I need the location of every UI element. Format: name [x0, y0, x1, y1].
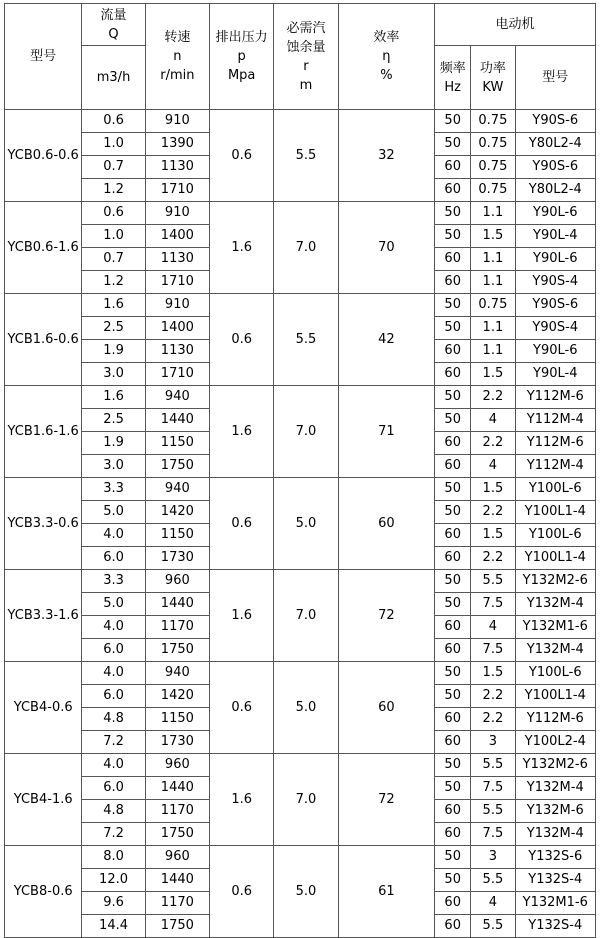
- power-cell: 0.75: [471, 294, 515, 317]
- motor-model-cell: Y100L2-4: [515, 731, 596, 754]
- flow-cell: 4.8: [82, 800, 145, 823]
- motor-model-cell: Y112M-6: [515, 708, 596, 731]
- pump-model-cell: YCB3.3-1.6: [5, 570, 82, 662]
- power-cell: 0.75: [471, 156, 515, 179]
- flow-cell: 1.9: [82, 432, 145, 455]
- pump-model-cell: YCB8-0.6: [5, 846, 82, 938]
- header-pressure-symbol: p: [237, 49, 246, 64]
- speed-cell: 1150: [145, 432, 209, 455]
- flow-cell: 2.5: [82, 317, 145, 340]
- speed-cell: 1750: [145, 915, 209, 938]
- power-cell: 4: [471, 892, 515, 915]
- power-cell: 3: [471, 731, 515, 754]
- frequency-cell: 60: [435, 363, 471, 386]
- header-pressure: [210, 4, 274, 110]
- header-power-unit: KW: [482, 79, 504, 95]
- pump-model-cell: YCB3.3-0.6: [5, 478, 82, 570]
- header-speed: [145, 4, 209, 110]
- frequency-cell: 50: [435, 846, 471, 869]
- speed-cell: 1130: [145, 156, 209, 179]
- speed-cell: 940: [145, 386, 209, 409]
- header-freq-name: 频率: [439, 60, 466, 76]
- table-row: [5, 110, 596, 133]
- motor-model-cell: Y90L-6: [515, 202, 596, 225]
- pressure-cell: 1.6: [210, 754, 274, 846]
- speed-cell: 1420: [145, 501, 209, 524]
- motor-model-cell: Y80L2-4: [515, 133, 596, 156]
- header-flow-name: 流量: [100, 7, 127, 23]
- power-cell: 1.1: [471, 317, 515, 340]
- pressure-cell: 0.6: [210, 846, 274, 938]
- power-cell: 2.2: [471, 501, 515, 524]
- flow-cell: 7.2: [82, 823, 145, 846]
- pressure-cell: 1.6: [210, 570, 274, 662]
- npsh-cell: 7.0: [274, 754, 338, 846]
- header-speed-symbol: n: [173, 49, 182, 64]
- frequency-cell: 50: [435, 133, 471, 156]
- power-cell: 7.5: [471, 777, 515, 800]
- flow-cell: 4.0: [82, 616, 145, 639]
- speed-cell: 1130: [145, 248, 209, 271]
- motor-model-cell: Y80L2-4: [515, 179, 596, 202]
- flow-cell: 4.0: [82, 754, 145, 777]
- frequency-cell: 50: [435, 777, 471, 800]
- table-row: [5, 386, 596, 409]
- motor-model-cell: Y90L-6: [515, 340, 596, 363]
- frequency-cell: 50: [435, 386, 471, 409]
- flow-cell: 3.0: [82, 455, 145, 478]
- speed-cell: 1170: [145, 892, 209, 915]
- power-cell: 1.5: [471, 225, 515, 248]
- speed-cell: 1750: [145, 455, 209, 478]
- pump-model-cell: YCB0.6-0.6: [5, 110, 82, 202]
- motor-model-cell: Y90L-4: [515, 363, 596, 386]
- power-cell: 2.2: [471, 708, 515, 731]
- npsh-cell: 5.5: [274, 110, 338, 202]
- efficiency-cell: 61: [338, 846, 434, 938]
- header-efficiency: [338, 4, 434, 110]
- flow-cell: 9.6: [82, 892, 145, 915]
- npsh-cell: 7.0: [274, 570, 338, 662]
- efficiency-cell: 72: [338, 570, 434, 662]
- power-cell: 1.5: [471, 662, 515, 685]
- motor-model-cell: Y90S-4: [515, 271, 596, 294]
- flow-cell: 6.0: [82, 639, 145, 662]
- frequency-cell: 50: [435, 294, 471, 317]
- power-cell: 4: [471, 616, 515, 639]
- flow-cell: 3.3: [82, 478, 145, 501]
- pressure-cell: 0.6: [210, 662, 274, 754]
- power-cell: 5.5: [471, 570, 515, 593]
- table-row: [5, 846, 596, 869]
- motor-model-cell: Y132M-4: [515, 823, 596, 846]
- flow-cell: 4.0: [82, 662, 145, 685]
- flow-cell: 5.0: [82, 501, 145, 524]
- speed-cell: 1400: [145, 225, 209, 248]
- speed-cell: 910: [145, 110, 209, 133]
- motor-model-cell: Y132M-4: [515, 593, 596, 616]
- frequency-cell: 60: [435, 547, 471, 570]
- flow-cell: 4.8: [82, 708, 145, 731]
- flow-cell: 0.6: [82, 110, 145, 133]
- motor-model-cell: Y90S-6: [515, 156, 596, 179]
- frequency-cell: 50: [435, 501, 471, 524]
- speed-cell: 1440: [145, 593, 209, 616]
- frequency-cell: 50: [435, 110, 471, 133]
- efficiency-cell: 70: [338, 202, 434, 294]
- frequency-cell: 50: [435, 202, 471, 225]
- flow-cell: 1.6: [82, 386, 145, 409]
- frequency-cell: 50: [435, 593, 471, 616]
- frequency-cell: 60: [435, 271, 471, 294]
- flow-cell: 12.0: [82, 869, 145, 892]
- motor-model-cell: Y132M2-6: [515, 754, 596, 777]
- header-power-name: 功率: [479, 60, 506, 76]
- motor-model-cell: Y112M-6: [515, 432, 596, 455]
- power-cell: 5.5: [471, 800, 515, 823]
- speed-cell: 1170: [145, 800, 209, 823]
- speed-cell: 1150: [145, 524, 209, 547]
- efficiency-cell: 60: [338, 478, 434, 570]
- flow-cell: 1.6: [82, 294, 145, 317]
- power-cell: 7.5: [471, 593, 515, 616]
- efficiency-cell: 60: [338, 662, 434, 754]
- frequency-cell: 60: [435, 156, 471, 179]
- table-row: [5, 202, 596, 225]
- table-row: [5, 294, 596, 317]
- power-cell: 7.5: [471, 639, 515, 662]
- power-cell: 1.1: [471, 202, 515, 225]
- header-npsh-unit: m: [299, 77, 313, 93]
- motor-model-cell: Y112M-6: [515, 386, 596, 409]
- flow-cell: 4.0: [82, 524, 145, 547]
- pressure-cell: 0.6: [210, 110, 274, 202]
- frequency-cell: 50: [435, 662, 471, 685]
- motor-model-cell: Y132S-4: [515, 915, 596, 938]
- speed-cell: 1710: [145, 179, 209, 202]
- header-speed-unit: r/min: [160, 68, 195, 83]
- power-cell: 2.2: [471, 685, 515, 708]
- pump-model-cell: YCB0.6-1.6: [5, 202, 82, 294]
- speed-cell: 1710: [145, 271, 209, 294]
- frequency-cell: 60: [435, 524, 471, 547]
- speed-cell: 1730: [145, 547, 209, 570]
- speed-cell: 910: [145, 294, 209, 317]
- pump-model-cell: YCB1.6-1.6: [5, 386, 82, 478]
- power-cell: 3: [471, 846, 515, 869]
- table-row: [5, 662, 596, 685]
- header-npsh: [274, 4, 338, 110]
- flow-cell: 1.0: [82, 133, 145, 156]
- flow-cell: 6.0: [82, 547, 145, 570]
- power-cell: 1.1: [471, 248, 515, 271]
- header-npsh-symbol: r: [303, 58, 309, 74]
- table-row: [5, 570, 596, 593]
- frequency-cell: 60: [435, 432, 471, 455]
- power-cell: 2.2: [471, 386, 515, 409]
- frequency-cell: 60: [435, 708, 471, 731]
- motor-model-cell: Y100L-6: [515, 478, 596, 501]
- motor-model-cell: Y132S-4: [515, 869, 596, 892]
- speed-cell: 1440: [145, 409, 209, 432]
- header-speed-name: 转速: [164, 30, 191, 45]
- flow-cell: 7.2: [82, 731, 145, 754]
- frequency-cell: 50: [435, 317, 471, 340]
- flow-cell: 3.0: [82, 363, 145, 386]
- npsh-cell: 7.0: [274, 202, 338, 294]
- power-cell: 2.2: [471, 432, 515, 455]
- flow-cell: 1.2: [82, 179, 145, 202]
- power-cell: 4: [471, 455, 515, 478]
- flow-cell: 3.3: [82, 570, 145, 593]
- motor-model-cell: Y132M1-6: [515, 892, 596, 915]
- motor-model-cell: Y100L-6: [515, 662, 596, 685]
- motor-model-cell: Y90S-4: [515, 317, 596, 340]
- header-motor-model: 型号: [515, 46, 596, 110]
- efficiency-cell: 32: [338, 110, 434, 202]
- header-flow-unit: m3/h: [82, 46, 145, 110]
- efficiency-cell: 42: [338, 294, 434, 386]
- motor-model-cell: Y90S-6: [515, 110, 596, 133]
- motor-model-cell: Y90L-6: [515, 248, 596, 271]
- motor-model-cell: Y100L1-4: [515, 547, 596, 570]
- frequency-cell: 50: [435, 754, 471, 777]
- frequency-cell: 60: [435, 179, 471, 202]
- pump-model-cell: YCB1.6-0.6: [5, 294, 82, 386]
- motor-model-cell: Y90S-6: [515, 294, 596, 317]
- pressure-cell: 1.6: [210, 386, 274, 478]
- npsh-cell: 7.0: [274, 386, 338, 478]
- speed-cell: 1130: [145, 340, 209, 363]
- pressure-cell: 1.6: [210, 202, 274, 294]
- frequency-cell: 60: [435, 823, 471, 846]
- speed-cell: 1420: [145, 685, 209, 708]
- frequency-cell: 50: [435, 225, 471, 248]
- frequency-cell: 60: [435, 340, 471, 363]
- motor-model-cell: Y112M-4: [515, 455, 596, 478]
- frequency-cell: 60: [435, 915, 471, 938]
- efficiency-cell: 71: [338, 386, 434, 478]
- speed-cell: 1710: [145, 363, 209, 386]
- motor-model-cell: Y100L1-4: [515, 501, 596, 524]
- speed-cell: 1170: [145, 616, 209, 639]
- motor-model-cell: Y100L-6: [515, 524, 596, 547]
- flow-cell: 1.2: [82, 271, 145, 294]
- header-efficiency-name: 效率: [373, 30, 400, 45]
- speed-cell: 1730: [145, 731, 209, 754]
- flow-cell: 14.4: [82, 915, 145, 938]
- power-cell: 0.75: [471, 110, 515, 133]
- speed-cell: 1750: [145, 639, 209, 662]
- header-freq-unit: Hz: [444, 79, 461, 95]
- speed-cell: 1400: [145, 317, 209, 340]
- header-npsh-line1: 必需汽: [286, 20, 326, 36]
- flow-cell: 0.7: [82, 248, 145, 271]
- frequency-cell: 50: [435, 409, 471, 432]
- npsh-cell: 5.0: [274, 662, 338, 754]
- speed-cell: 960: [145, 754, 209, 777]
- efficiency-cell: 72: [338, 754, 434, 846]
- header-flow-symbol: Q: [108, 26, 119, 42]
- power-cell: 1.5: [471, 478, 515, 501]
- power-cell: 5.5: [471, 869, 515, 892]
- power-cell: 5.5: [471, 754, 515, 777]
- pressure-cell: 0.6: [210, 294, 274, 386]
- frequency-cell: 60: [435, 248, 471, 271]
- power-cell: 1.5: [471, 363, 515, 386]
- npsh-cell: 5.0: [274, 846, 338, 938]
- power-cell: 4: [471, 409, 515, 432]
- flow-cell: 0.6: [82, 202, 145, 225]
- header-model: 型号: [5, 4, 82, 110]
- speed-cell: 940: [145, 662, 209, 685]
- frequency-cell: 60: [435, 455, 471, 478]
- power-cell: 0.75: [471, 179, 515, 202]
- frequency-cell: 50: [435, 478, 471, 501]
- motor-model-cell: Y132S-6: [515, 846, 596, 869]
- speed-cell: 1150: [145, 708, 209, 731]
- motor-model-cell: Y132M1-6: [515, 616, 596, 639]
- header-npsh-line2: 蚀余量: [286, 39, 326, 55]
- frequency-cell: 50: [435, 570, 471, 593]
- motor-model-cell: Y132M-6: [515, 800, 596, 823]
- flow-cell: 2.5: [82, 409, 145, 432]
- header-motor: 电动机: [435, 4, 596, 46]
- speed-cell: 1750: [145, 823, 209, 846]
- power-cell: 2.2: [471, 547, 515, 570]
- motor-model-cell: Y132M-4: [515, 777, 596, 800]
- pump-spec-table: [4, 3, 596, 938]
- motor-model-cell: Y132M-4: [515, 639, 596, 662]
- frequency-cell: 50: [435, 685, 471, 708]
- flow-cell: 1.9: [82, 340, 145, 363]
- frequency-cell: 60: [435, 800, 471, 823]
- frequency-cell: 50: [435, 869, 471, 892]
- frequency-cell: 60: [435, 639, 471, 662]
- header-pressure-name: 排出压力: [215, 30, 268, 45]
- power-cell: 1.5: [471, 524, 515, 547]
- power-cell: 7.5: [471, 823, 515, 846]
- frequency-cell: 60: [435, 731, 471, 754]
- flow-cell: 6.0: [82, 777, 145, 800]
- power-cell: 1.1: [471, 271, 515, 294]
- motor-model-cell: Y112M-4: [515, 409, 596, 432]
- speed-cell: 1390: [145, 133, 209, 156]
- pump-model-cell: YCB4-0.6: [5, 662, 82, 754]
- table-header: [5, 4, 596, 110]
- motor-model-cell: Y100L1-4: [515, 685, 596, 708]
- flow-cell: 8.0: [82, 846, 145, 869]
- power-cell: 1.1: [471, 340, 515, 363]
- power-cell: 5.5: [471, 915, 515, 938]
- npsh-cell: 5.5: [274, 294, 338, 386]
- header-power: [471, 46, 515, 110]
- pressure-cell: 0.6: [210, 478, 274, 570]
- motor-model-cell: Y90L-4: [515, 225, 596, 248]
- flow-cell: 6.0: [82, 685, 145, 708]
- speed-cell: 910: [145, 202, 209, 225]
- header-pressure-unit: Mpa: [227, 68, 256, 83]
- table-body: [5, 110, 596, 938]
- motor-model-cell: Y132M2-6: [515, 570, 596, 593]
- frequency-cell: 60: [435, 892, 471, 915]
- table-row: [5, 478, 596, 501]
- power-cell: 0.75: [471, 133, 515, 156]
- flow-cell: 1.0: [82, 225, 145, 248]
- frequency-cell: 60: [435, 616, 471, 639]
- header-freq: [435, 46, 471, 110]
- speed-cell: 1440: [145, 777, 209, 800]
- pump-model-cell: YCB4-1.6: [5, 754, 82, 846]
- table-row: [5, 754, 596, 777]
- flow-cell: 5.0: [82, 593, 145, 616]
- header-efficiency-symbol: η: [382, 49, 391, 64]
- speed-cell: 1440: [145, 869, 209, 892]
- speed-cell: 960: [145, 846, 209, 869]
- speed-cell: 940: [145, 478, 209, 501]
- flow-cell: 0.7: [82, 156, 145, 179]
- header-efficiency-unit: %: [380, 68, 393, 83]
- header-flow: [82, 4, 145, 46]
- npsh-cell: 5.0: [274, 478, 338, 570]
- speed-cell: 960: [145, 570, 209, 593]
